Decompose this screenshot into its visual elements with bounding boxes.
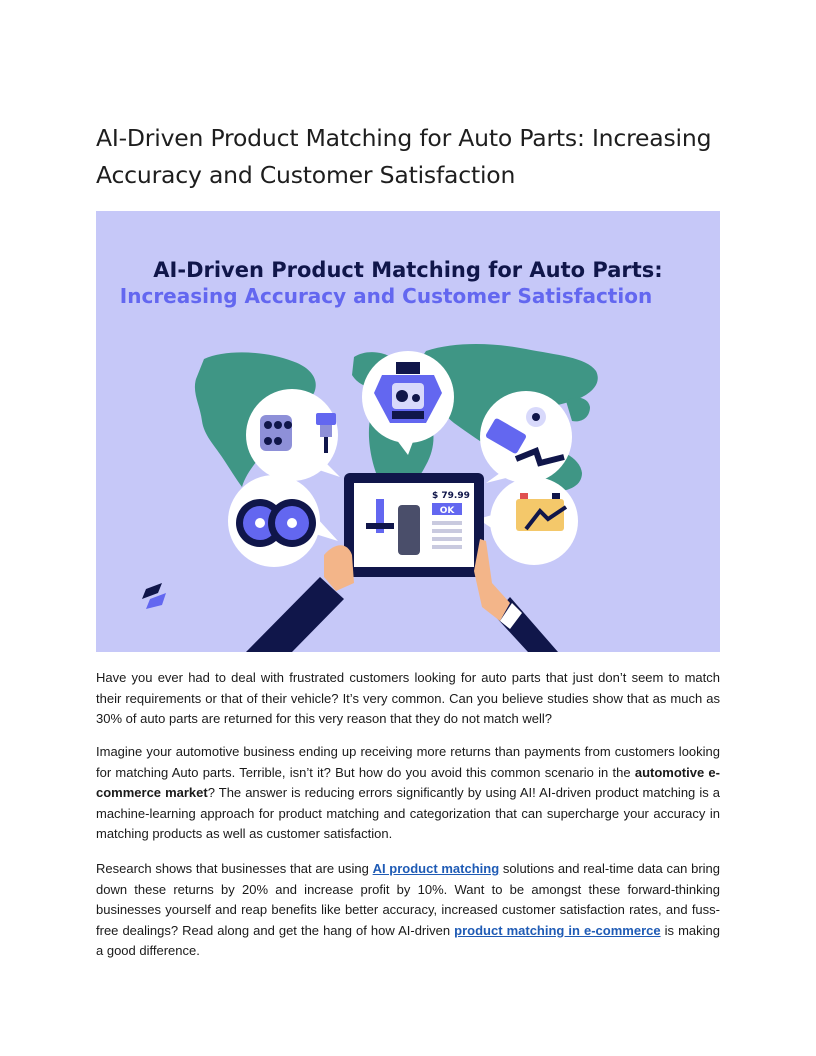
tire-icon xyxy=(398,505,420,555)
paragraph-problem-text-b: ? The answer is reducing errors significantly by using AI! AI-driven product matching is a machine-learning approach for product matching and categorization that can supercharge your accuracy in matching products as well as customer satisfaction. xyxy=(96,785,720,842)
paragraph-problem-bold: automotive e-commerce market xyxy=(96,764,720,801)
price-tag: $ 79.99 xyxy=(432,491,470,501)
product-matching-ecommerce-link[interactable]: product matching in e-commerce xyxy=(454,922,661,938)
banner-heading-line1: AI-Driven Product Matching for Auto Parts: xyxy=(153,258,663,282)
exhaust-pipe-icon xyxy=(480,391,572,483)
ai-product-matching-link[interactable]: AI product matching xyxy=(372,861,500,876)
paragraph-research-text-c: is making a good difference. xyxy=(96,922,720,959)
ok-label: OK xyxy=(439,506,455,516)
paragraph-research-text-a: Research shows that businesses that are using xyxy=(96,861,373,876)
paragraph-problem xyxy=(96,742,720,845)
tablet-icon xyxy=(344,473,484,577)
paragraph-research-text-b: solutions and real-time data can bring down these returns by 20% and increase profit by 10%. Want to be amongst these forward-thinking businesses yourself and reap benefits like better accuracy, increased customer satisfaction rates, and fuss-free dealings? Read along and get the hang of how AI-driven xyxy=(96,861,721,938)
hero-banner-image xyxy=(96,211,720,652)
banner-heading-line2: Increasing Accuracy and Customer Satisfaction xyxy=(119,284,653,308)
paragraph-intro: Have you ever had to deal with frustrated customers looking for auto parts that just don’t seem to match their requirements or that of their vehicle? It’s very common. Can you believe studies show that as much as 30% of auto parts are returned for this very reason that they do not match well? xyxy=(96,670,720,727)
page-title: AI-Driven Product Matching for Auto Parts: Increasing Accuracy and Customer Satisfaction xyxy=(96,124,712,189)
paragraph-research xyxy=(96,859,720,962)
paragraph-problem-text-a: Imagine your automotive business ending up receiving more returns than payments from customers looking for matching Auto parts. Terrible, isn’t it? But how do you avoid this common scenario in the xyxy=(96,744,720,780)
